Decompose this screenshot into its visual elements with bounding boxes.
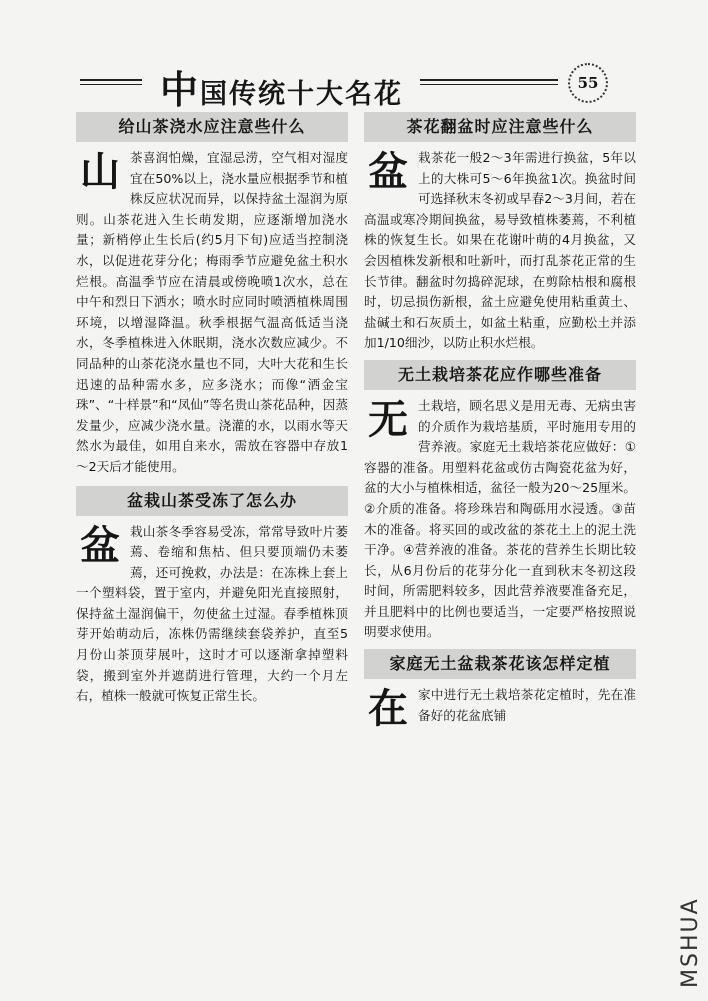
section-body [364,685,636,733]
section-text: 家中进行无土栽培茶花定植时，先在准备好的花盆底铺 [418,687,636,723]
drop-cap: 无 [368,395,408,443]
running-title [160,59,403,114]
page-header [70,55,630,112]
watermark [676,880,702,990]
watermark-text: MSHUA [678,897,703,988]
left-column [76,112,348,707]
section-text: 栽山茶冬季容易受冻，常常导致叶片萎蔫、卷缩和焦枯、但只要顶端仍未萎蔫，还可挽救，办法是：在冻株上套上一个塑料袋，置于室内，并避免阳光直接照射，保持盆土湿润偏干，勿使盆土过湿。春季植株顶芽开始萌动后，冻株仍需继续套袋养护，直至5月份山茶顶芽展叶，这时才可以逐渐拿掉塑料袋，搬到室外并遮荫进行管理，大约一个月左右，植株一般就可恢复正常生长。 [76,523,348,704]
running-title-first: 中 [160,67,201,112]
right-column [364,112,636,731]
drop-cap: 在 [368,685,408,733]
section-heading: 家庭无土盆栽茶花该怎样定植 [364,649,636,679]
section-text: 土栽培，顾名思义是用无毒、无病虫害的介质作为栽培基质，平时施用专用的营养液。家庭无土栽培茶花应做好：①容器的准备。用塑料花盆或仿古陶瓷花盆为好，盆的大小与植株相适，盆径一般为20～25厘米。②介质的准备。将珍珠岩和陶砾用水浸透。③苗木的准备。将买回的或改盆的茶花土上的泥土洗干净。④营养液的准备。茶花的营养生长期比较长，从6月份后的花芽分化一直到秋末冬初这段时间，所需肥料较多，因此营养液要准备充足，并且肥料中的比例也要适当，一定要严格按照说明要求使用。 [364,397,636,640]
section-heading: 盆栽山茶受冻了怎么办 [76,486,348,516]
section-heading: 给山茶浇水应注意些什么 [76,112,348,142]
section-text: 栽茶花一般2～3年需进行换盆，5年以上的大株可5～6年换盆1次。换盆时间可选择秋末冬初或早春2～3月间，若在高温或寒冷期间换盆，易导致植株萎蔫，不利植株的恢复生长。如果在花谢叶萌的4月换盆，又会因植株发新根和吐新叶，而打乱茶花正常的生长节律。翻盆时勿捣碎泥球，在剪除枯根和腐根时，切忌损伤新根，盆土应避免使用粘重黄土、盐碱土和石灰质土，如盆土粘重，应勤松土并添加1/10细沙，以防止积水烂根。 [364,150,636,351]
section-text: 茶喜润怕燥，宜湿忌涝，空气相对湿度宜在50%以上，浇水量应根据季节和植株反应状况而异，以保持盆土湿润为原则。山茶花进入生长萌发期，应逐渐增加浇水量；新梢停止生长后(约5月下旬)应适当控制浇水，以促进花芽分化；梅雨季节应避免盆土积水烂根。高温季节应在清晨或傍晚喷1次水，总在中午和烈日下洒水；喷水时应同时喷洒植株周围环境，以增湿降温。秋季根据气温高低适当浇水，冬季植株进入休眠期，浇水次数应减少。不同品种的山茶花浇水量也不同，大叶大花和生长迅速的品种需水多，应多浇水；而像“洒金宝珠”、“十样景”和“凤仙”等名贵山茶花品种，因蒸发量少，应减少浇水量。浇灌的水，以雨水等天然水为最佳，如用自来水，需放在容器中存放1～2天后才能使用。 [76,150,348,474]
section-body [364,396,636,643]
section-body [76,148,348,478]
drop-cap: 盆 [368,148,408,195]
page-number: 55 [568,63,608,103]
section-heading: 茶花翻盆时应注意些什么 [364,112,636,142]
header-rule [80,79,142,81]
header-rule [420,84,558,85]
section-body [364,148,636,354]
running-title-rest: 国传统十大名花 [200,79,404,110]
section-body [76,522,348,707]
drop-cap: 山 [80,148,120,195]
header-rule [420,79,558,81]
section-heading: 无土栽培茶花应作哪些准备 [364,360,636,390]
header-rule [80,84,142,85]
drop-cap: 盆 [80,521,120,569]
